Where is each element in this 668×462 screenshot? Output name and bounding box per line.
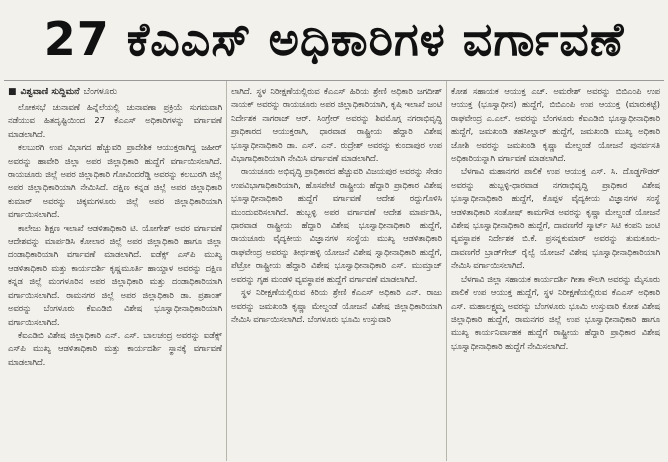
article-column-2 [226,81,446,461]
byline-square-icon: ■ [8,87,17,97]
paragraph: ಕೆಐಎಡಿಬಿ ವಿಶೇಷ ಜಿಲ್ಲಾಧಿಕಾರಿ ಎನ್. ಎಸ್. ಬಾಲಚಂದ್ರ ಅವರನ್ನು ಐಡೆಕ್ಸ್ ಎಸ್‌ಪಿ ಮುಖ್ಯ ಆಡಳಿತಾಧಿಕಾರಿ ಮತ್ತು ಕಾರ್ಯದರ್ಶಿ ಸ್ಥಾನಕ್ಕೆ ವರ್ಗಾವಣೆ ಮಾಡಲಾಗಿದೆ. [8,329,222,367]
paragraph: ಲಾಗಿದೆ. ಸ್ಥಳ ನಿರೀಕ್ಷಣೆಯಲ್ಲಿರುವ ಕೆಎಎಸ್ ಹಿರಿಯ ಶ್ರೇಣಿ ಅಧಿಕಾರಿ ಜಗದೀಶ್ ನಾಯಕ್ ಅವರನ್ನು ರಾಯಚೂರು ಅಪರ ಜಿಲ್ಲಾಧಿಕಾರಿಯಾಗಿ, ಕೃಷಿ ಇಲಾಖೆ ಜಂಟಿ ನಿರ್ದೇಶಕ ನಾಗರಾಜ್ ಆರ್. ಸಿಂಗ್ರೇರ್ ಅವರನ್ನು ಶಿವಮೊಗ್ಗ ನಗರಾಭಿವೃದ್ಧಿ ಪ್ರಾಧಿಕಾರದ ಆಯುಕ್ತರಾಗಿ, ಧಾರವಾಡ ರಾಷ್ಟ್ರೀಯ ಹೆದ್ದಾರಿ ವಿಶೇಷ ಭೂಸ್ವಾಧೀನಾಧಿಕಾರಿ ಡಾ. ಎಸ್. ಎನ್. ರುದ್ರೇಶ್ ಅವರನ್ನು ಕುಂದಾಪುರ ಉಪ ವಿಭಾಗಾಧಿಕಾರಿಯಾಗಿ ನೇಮಿಸಿ ವರ್ಗಾವಣೆ ಮಾಡಲಾಗಿದೆ. [231,86,442,164]
byline-place: ಬೆಂಗಳೂರು [83,87,118,97]
paragraph: ಕೋಶ ಸಹಾಯಕ ಆಯುಕ್ತ ಎಚ್. ಅಮರೇಶ್ ಅವರನ್ನು ಬಿಬಿಎಂಪಿ ಉಪ ಆಯುಕ್ತ (ಭೂಸ್ವಾಧೀನ) ಹುದ್ದೆಗೆ, ಬಿಬಿಎಂಪಿ ಉಪ ಆಯುಕ್ತ (ಮಾರುಕಟ್ಟೆ) ರಾಘವೇಂದ್ರ ಎ.ಎಲ್. ಅವರನ್ನು ಬೆಂಗಳೂರು ಕೆಐಎಡಿಬಿ ಭೂಸ್ವಾಧೀನಾಧಿಕಾರಿ ಹುದ್ದೆಗೆ, ಜಮಖಂಡಿ ತಹಸೀಲ್ದಾರ್ ಹುದ್ದೆಗೆ, ಜಮಖಂಡಿ ಮುಖ್ಯ ಅಧಿಕಾರಿ ಜೋಶಿ ಅವರನ್ನು ಜಮಖಂಡಿ ಕೃಷ್ಣಾ ಮೇಲ್ದಂಡೆ ಯೋಜನೆ ಪುನರ್ವಸತಿ ಅಧಿಕಾರಿಯನ್ನಾಗಿ ವರ್ಗಾವಣೆ ಮಾಡಲಾಗಿದೆ. [451,86,660,164]
paragraph: ಲೋಕಸಭೆ ಚುನಾವಣೆ ಹಿನ್ನೆಲೆಯಲ್ಲಿ ಚುನಾವಣಾ ಪ್ರಕ್ರಿಯೆ ಸುಗಮವಾಗಿ ನಡೆಯುವ ಹಿತದೃಷ್ಟಿಯಿಂದ 27 ಕೆಎಎಸ್ ಅಧಿಕಾರಿಗಳನ್ನು ವರ್ಗಾವಣೆ ಮಾಡಲಾಗಿದೆ. [8,102,222,139]
headline: 27 ಕೆಎಎಸ್ ಅಧಿಕಾರಿಗಳ ವರ್ಗಾವಣೆ [4,0,664,81]
article-body [4,81,664,461]
paragraph: ಕಾಲೇಜು ಶಿಕ್ಷಣ ಇಲಾಖೆ ಆಡಳಿತಾಧಿಕಾರಿ ಟಿ. ಯೋಗೇಶ್ ಅವರ ವರ್ಗಾವಣೆ ಆದೇಶವನ್ನು ಮಾರ್ಪಡಿಸಿ ಕೋಲಾರ ಜಿಲ್ಲೆ ಅಪರ ಜಿಲ್ಲಾಧಿಕಾರಿ ಹಾಗೂ ಜಿಲ್ಲಾ ದಂಡಾಧಿಕಾರಿಯಾಗಿ ವರ್ಗಾವಣೆ ಮಾಡಲಾಗಿದೆ. ಐಡೆಕ್ಸ್ ಎಸ್‌ಪಿ ಮುಖ್ಯ ಆಡಳಿತಾಧಿಕಾರಿ ಮತ್ತು ಕಾರ್ಯದರ್ಶಿ ಕೃಷ್ಣಮೂರ್ತಿ ಹಾಯ್ದಾಳ ಅವರನ್ನು ದಕ್ಷಿಣ ಕನ್ನಡ ಜಿಲ್ಲೆ ಮಂಗಳೂರಿನ ಅಪರ ಜಿಲ್ಲಾಧಿಕಾರಿ ಮತ್ತು ದಂಡಾಧಿಕಾರಿಯಾಗಿ ವರ್ಗಾಯಿಸಲಾಗಿದೆ. ರಾಮನಗರ ಜಿಲ್ಲೆ ಅಪರ ಜಿಲ್ಲಾಧಿಕಾರಿ ಡಾ. ಪ್ರಶಾಂತ್ ಅವರನ್ನು ಬೆಂಗಳೂರು ಕೆಐಎಡಿಬಿ ವಿಶೇಷ ಭೂಸ್ವಾಧೀನಾಧಿಕಾರಿಯಾಗಿ ವರ್ಗಾಯಿಸಲಾಗಿದೆ. [8,222,222,327]
paragraph: ಬೆಳಗಾವಿ ಜಿಲ್ಲಾ ಸಹಾಯಕ ಕಾರ್ಯದರ್ಶಿ ಗೀತಾ ಕೌಲಗಿ ಅವರನ್ನು ಮೈಸೂರು ಪಾಲಿಕೆ ಉಪ ಆಯುಕ್ತ ಹುದ್ದೆಗೆ, ಸ್ಥಳ ನಿರೀಕ್ಷಣೆಯಲ್ಲಿರುವ ಕೆಎಎಸ್ ಅಧಿಕಾರಿ ಎಸ್. ಮಹಾಲಕ್ಷ್ಮಮ್ಮ ಅವರನ್ನು ಬೆಂಗಳೂರು ಭೂಮಿ ಉಸ್ತುವಾರಿ ಕೋಶ ವಿಶೇಷ ಜಿಲ್ಲಾಧಿಕಾರಿ ಹುದ್ದೆಗೆ, ರಾಮನಗರ ಜಿಲ್ಲೆ ಉಪ ಭೂಸ್ವಾಧೀನಾಧಿಕಾರಿ ಹಾಗೂ ಮುಖ್ಯ ಕಾರ್ಯನಿರ್ವಾಹಕ ಹುದ್ದೆಗೆ ರಾಷ್ಟ್ರೀಯ ಹೆದ್ದಾರಿ ಪ್ರಾಧಿಕಾರ ವಿಶೇಷ ಭೂಸ್ವಾಧೀನಾಧಿಕಾರಿ ಹುದ್ದೆಗೆ ನೇಮಿಸಲಾಗಿದೆ. [451,273,660,351]
paragraph: ರಾಯಚೂರು ಅಭಿವೃದ್ಧಿ ಪ್ರಾಧಿಕಾರದ ಹೆಚ್ಚುವರಿ ವಿಜಯಪುರ ಅವರನ್ನು ಸೇಡಂ ಉಪವಿಭಾಗಾಧಿಕಾರಿಯಾಗಿ, ಹೊಸಪೇಟೆ ರಾಷ್ಟ್ರೀಯ ಹೆದ್ದಾರಿ ಪ್ರಾಧಿಕಾರ ವಿಶೇಷ ಭೂಸ್ವಾಧೀನಾಧಿಕಾರಿ ಹುದ್ದೆಗೆ ವರ್ಗಾವಣೆ ಆದೇಶ ರದ್ದುಗೊಳಿಸಿ ಮುಂದುವರಿಸಲಾಗಿದೆ. ಹುಬ್ಬಳ್ಳಿ ಅಪರ ವರ್ಗಾವಣೆ ಆದೇಶ ಮಾರ್ಪಡಿಸಿ, ಧಾರವಾಡ ರಾಷ್ಟ್ರೀಯ ಹೆದ್ದಾರಿ ವಿಶೇಷ ಭೂಸ್ವಾಧೀನಾಧಿಕಾರಿ ಹುದ್ದೆಗೆ, ರಾಯಚೂರು ವೈದ್ಯಕೀಯ ವಿಜ್ಞಾನಗಳ ಸಂಸ್ಥೆಯ ಮುಖ್ಯ ಆಡಳಿತಾಧಿಕಾರಿ ರಾಘವೇಂದ್ರ ಅವರನ್ನು ತೀರ್ಥಹಳ್ಳಿ ಯೋಜನೆ ವಿಶೇಷ ಸ್ವಾಧೀನಾಧಿಕಾರಿ ಹುದ್ದೆಗೆ, ಪೆಟ್ರೋ ರಾಷ್ಟ್ರೀಯ ಹೆದ್ದಾರಿ ವಿಶೇಷ ಭೂಸ್ವಾಧೀನಾಧಿಕಾರಿ ಎಸ್. ಮುಮ್ತಾಜ್ ಅವರನ್ನು ಗೃಹ ಮಂಡಳಿ ವ್ಯವಸ್ಥಾಪಕ ಹುದ್ದೆಗೆ ವರ್ಗಾವಣೆ ಮಾಡಲಾಗಿದೆ. [231,166,442,284]
article-column-1 [4,81,226,461]
byline-agency: ವಿಶ್ವವಾಣಿ ಸುದ್ದಿಮನೆ [20,87,80,97]
paragraph: ಕಲಬುರಗಿ ಉಪ ವಿಭಾಗದ ಹೆಚ್ಚುವರಿ ಪ್ರಾದೇಶಿಕ ಆಯುಕ್ತರಾಗಿದ್ದ ಜಹೀರ್ ಅವರನ್ನು ಹಾವೇರಿ ಜಿಲ್ಲಾ ಅಪರ ಜಿಲ್ಲಾಧಿಕಾರಿ ಹುದ್ದೆಗೆ ವರ್ಗಾಯಿಸಲಾಗಿದೆ. ರಾಯಚೂರು ಜಿಲ್ಲೆ ಅಪರ ಜಿಲ್ಲಾಧಿಕಾರಿ ಗೋವಿಂದರೆಡ್ಡಿ ಅವರನ್ನು ಕಲಬುರಗಿ ಜಿಲ್ಲೆ ಅಪರ ಜಿಲ್ಲಾಧಿಕಾರಿಯಾಗಿ ನೇಮಿಸಿದೆ. ದಕ್ಷಿಣ ಕನ್ನಡ ಜಿಲ್ಲೆ ಅಪರ ಜಿಲ್ಲಾಧಿಕಾರಿ ಕುಮಾರ್ ಅವರನ್ನು ಚಿಕ್ಕಮಗಳೂರು ಜಿಲ್ಲೆ ಅಪರ ಜಿಲ್ಲಾಧಿಕಾರಿಯಾಗಿ ವರ್ಗಾಯಿಸಲಾಗಿದೆ. [8,142,222,220]
paragraph: ಸ್ಥಳ ನಿರೀಕ್ಷಣೆಯಲ್ಲಿರುವ ಕಿರಿಯ ಶ್ರೇಣಿ ಕೆಎಎಸ್ ಅಧಿಕಾರಿ ಎನ್. ರಾಜು ಅವರನ್ನು ಜಮಖಂಡಿ ಕೃಷ್ಣಾ ಮೇಲ್ದಂಡೆ ಯೋಜನೆ ವಿಶೇಷ ಜಿಲ್ಲಾಧಿಕಾರಿಯಾಗಿ ನೇಮಿಸಿ ವರ್ಗಾಯಿಸಲಾಗಿದೆ. ಬೆಂಗಳೂರು ಭೂಮಿ ಉಸ್ತುವಾರಿ [231,287,442,324]
byline [8,85,222,99]
article-column-3 [446,81,664,461]
paragraph: ಬೆಳಗಾವಿ ಮಹಾನಗರ ಪಾಲಿಕೆ ಉಪ ಆಯುಕ್ತ ಎಸ್. ಸಿ. ದೊಡ್ಡಗೌಡರ್ ಅವರನ್ನು ಹುಬ್ಬಳ್ಳಿ-ಧಾರವಾಡ ನಗರಾಭಿವೃದ್ಧಿ ಪ್ರಾಧಿಕಾರ ವಿಶೇಷ ಭೂಸ್ವಾಧೀನಾಧಿಕಾರಿ ಹುದ್ದೆಗೆ, ಕೊಪ್ಪಳ ವೈದ್ಯಕೀಯ ವಿಜ್ಞಾನಗಳ ಸಂಸ್ಥೆ ಆಡಳಿತಾಧಿಕಾರಿ ಸಂತೋಷ್ ಕಾಮಗೌಡ ಅವರನ್ನು ಕೃಷ್ಣಾ ಮೇಲ್ದಂಡೆ ಯೋಜನೆ ವಿಶೇಷ ಭೂಸ್ವಾಧೀನಾಧಿಕಾರಿ ಹುದ್ದೆಗೆ, ದಾವಣಗೆರೆ ಸ್ಮಾರ್ಟ್ ಸಿಟಿ ಕಂಪನಿ ಜಂಟಿ ವ್ಯವಸ್ಥಾಪಕ ನಿರ್ದೇಶಕ ಬಿ.ಕೆ. ಪ್ರಸನ್ನಕುಮಾರ್ ಅವರನ್ನು ತುಮಕೂರು-ದಾವಣಗೆರೆ ಬ್ರಾಡ್‌ಗೇಜ್ ರೈಲ್ವೆ ಯೋಜನೆ ವಿಶೇಷ ಭೂಸ್ವಾಧೀನಾಧಿಕಾರಿಯಾಗಿ ನೇಮಿಸಿ ವರ್ಗಾಯಿಸಲಾಗಿದೆ. [451,166,660,271]
